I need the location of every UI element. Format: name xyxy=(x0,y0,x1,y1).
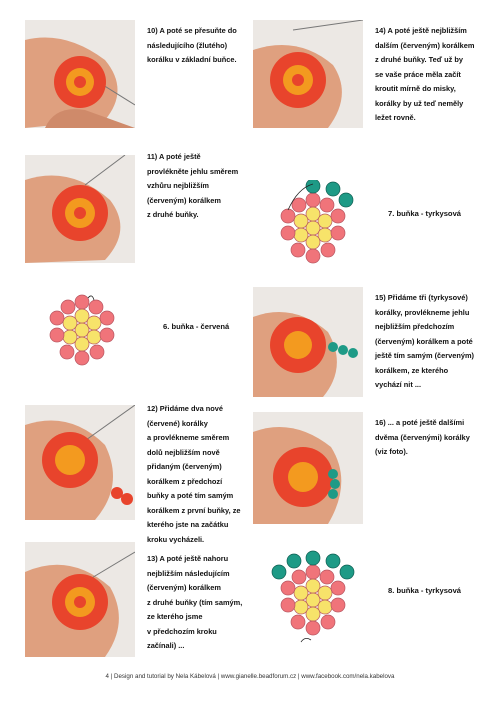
photo-step-14 xyxy=(253,20,363,128)
diagram-cell-8 xyxy=(265,550,365,645)
step-13-text: 13) A poté ještě nahoru nejbližším následujícím (červeným) korálkem z druhé buňky (tím samým, ze kterého jsme v předchozím kroku začínali) ... xyxy=(147,554,243,650)
photo-step-12 xyxy=(25,405,135,520)
photo-step-13 xyxy=(25,542,135,657)
step-11-text: 11) A poté ještě provlékněte jehlu směrem vzhůru nejbližším (červeným) korálkem z druhé buňky. xyxy=(147,152,239,219)
cell-8-label: 8. buňka - tyrkysová xyxy=(388,586,462,595)
diagram-cell-7 xyxy=(268,180,363,270)
cell-6-label: 6. buňka - červená xyxy=(163,322,230,331)
step-15-text: 15) Přidáme tři (tyrkysové) korálky, provlékneme jehlu nejbližším předchozím (červeným) korálkem a poté ještě tím samým (červeným) korálkem, ze kterého vychází nit ... xyxy=(375,293,475,389)
photo-step-15 xyxy=(253,287,363,397)
cell-7-label: 7. buňka - tyrkysová xyxy=(388,209,462,218)
photo-step-10 xyxy=(25,20,135,128)
step-14-text: 14) A poté ještě nejbližším dalším (červeným) korálkem z druhé buňky. Teď už by se vaše práce měla začít kroutit mírně do misky, korálky by už teď neměly ležet rovně. xyxy=(375,26,475,122)
step-16-text: 16) ... a poté ještě dalšími dvěma (červenými) korálky (viz foto). xyxy=(375,418,470,456)
diagram-cell-6 xyxy=(40,290,125,370)
photo-step-16 xyxy=(253,412,363,524)
step-12-text: 12) Přidáme dva nové (červené) korálky a provlékneme směrem dolů nejbližším nově přidaným (červeným) korálkem z předchozí buňky a poté tím samým korálkem z první buňky, ze kterého jste na začátku kroku vycházeli. xyxy=(147,404,241,544)
step-10-text: 10) A poté se přesuňte do následujícího (žlutého) korálku v základní buňce. xyxy=(147,26,237,64)
page-footer: 4 | Design and tutorial by Nela Kábelová | www.gianelle.beadforum.cz | www.facebook.com/nela.kabelova xyxy=(105,673,395,680)
photo-step-11 xyxy=(25,155,135,263)
